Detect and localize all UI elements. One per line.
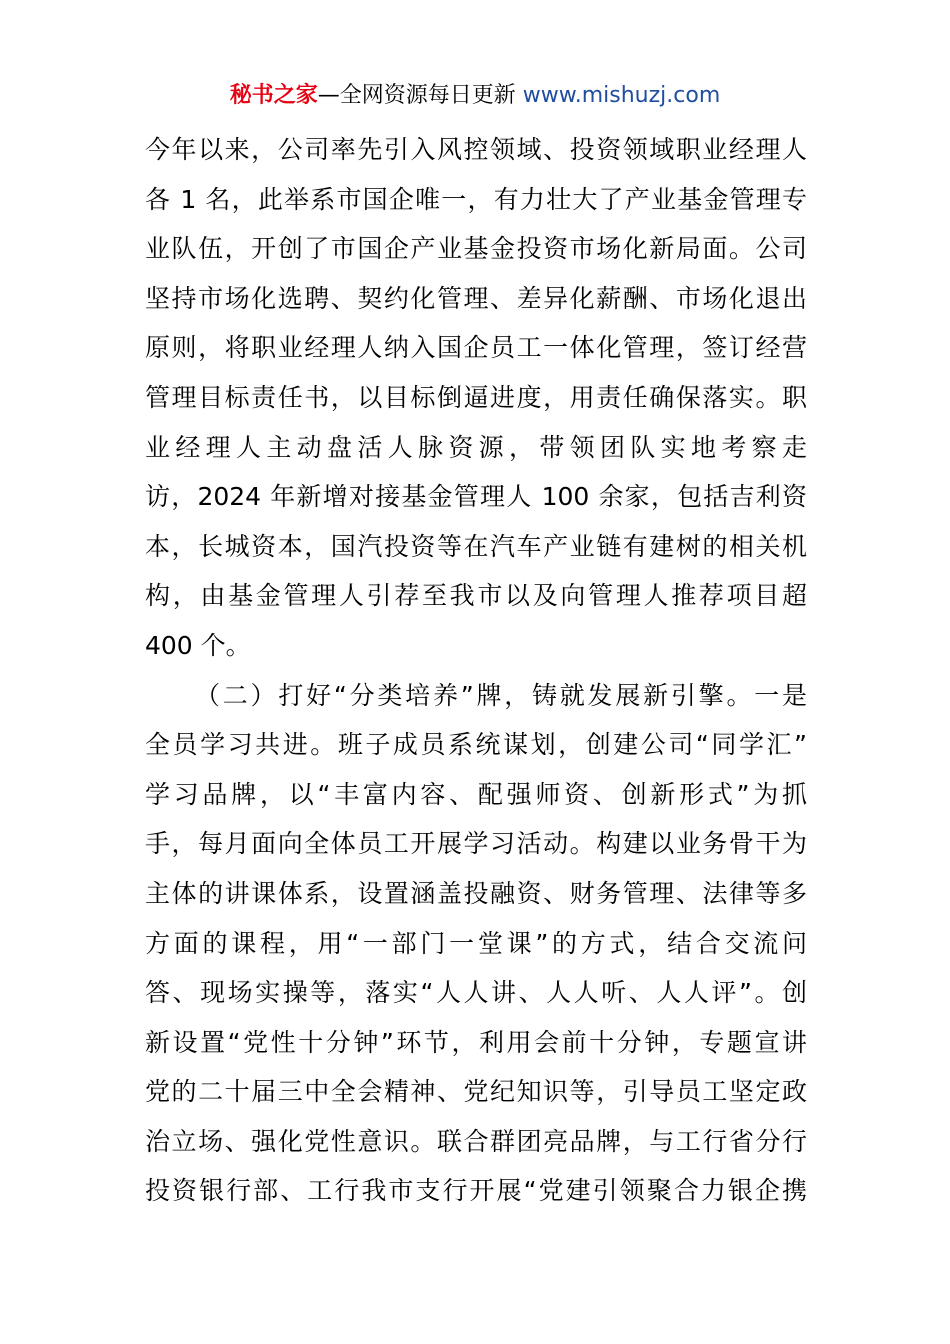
text-line: 全员学习共进。班子成员系统谋划，创建公司“同学汇” xyxy=(145,730,807,760)
text-line: 投资银行部、工行我市支行开展“党建引领聚合力银企携 xyxy=(145,1176,807,1206)
paragraph-1 xyxy=(145,125,807,671)
text-line: 党的二十届三中全会精神、党纪知识等，引导员工坚定政 xyxy=(145,1077,807,1107)
text-line: 访，2024 年新增对接基金管理人 100 余家，包括吉利资 xyxy=(145,482,807,512)
text-line: 新设置“党性十分钟”环节，利用会前十分钟，专题宣讲 xyxy=(145,1027,807,1057)
text-line: 管理目标责任书，以目标倒逼进度，用责任确保落实。职 xyxy=(145,382,807,412)
document-body xyxy=(145,125,807,1216)
text-line: 各 1 名，此举系市国企唯一，有力壮大了产业基金管理专 xyxy=(145,184,807,214)
section-heading-line: （二）打好“分类培养”牌，铸就发展新引擎。一是 xyxy=(195,680,807,710)
brand-name: 秘书之家 xyxy=(229,83,318,108)
text-line: 方面的课程，用“一部门一堂课”的方式，结合交流问 xyxy=(145,928,807,958)
text-line: 400 个。 xyxy=(145,630,251,660)
header-url[interactable]: www.mishuzj.com xyxy=(522,83,721,108)
text-line: 本，长城资本，国汽投资等在汽车产业链有建树的相关机 xyxy=(145,531,807,561)
text-line: 业经理人主动盘活人脉资源，带领团队实地考察走 xyxy=(145,432,807,462)
paragraph-2 xyxy=(145,671,807,1217)
text-line: 治立场、强化党性意识。联合群团亮品牌，与工行省分行 xyxy=(145,1126,807,1156)
text-line: 学习品牌，以“丰富内容、配强师资、创新形式”为抓 xyxy=(145,779,807,809)
watermark-header xyxy=(0,82,950,110)
text-line: 原则，将职业经理人纳入国企员工一体化管理，签订经营 xyxy=(145,333,807,363)
header-tagline: —全网资源每日更新 xyxy=(317,83,516,108)
text-line: 主体的讲课体系，设置涵盖投融资、财务管理、法律等多 xyxy=(145,878,807,908)
text-line: 答、现场实操等，落实“人人讲、人人听、人人评”。创 xyxy=(145,978,807,1008)
text-line: 手，每月面向全体员工开展学习活动。构建以业务骨干为 xyxy=(145,829,807,859)
text-line: 业队伍，开创了市国企产业基金投资市场化新局面。公司 xyxy=(145,234,807,264)
text-line: 构，由基金管理人引荐至我市以及向管理人推荐项目超 xyxy=(145,581,807,611)
text-line: 坚持市场化选聘、契约化管理、差异化薪酬、市场化退出 xyxy=(145,283,807,313)
text-line: 今年以来，公司率先引入风控领域、投资领域职业经理人 xyxy=(145,135,807,164)
